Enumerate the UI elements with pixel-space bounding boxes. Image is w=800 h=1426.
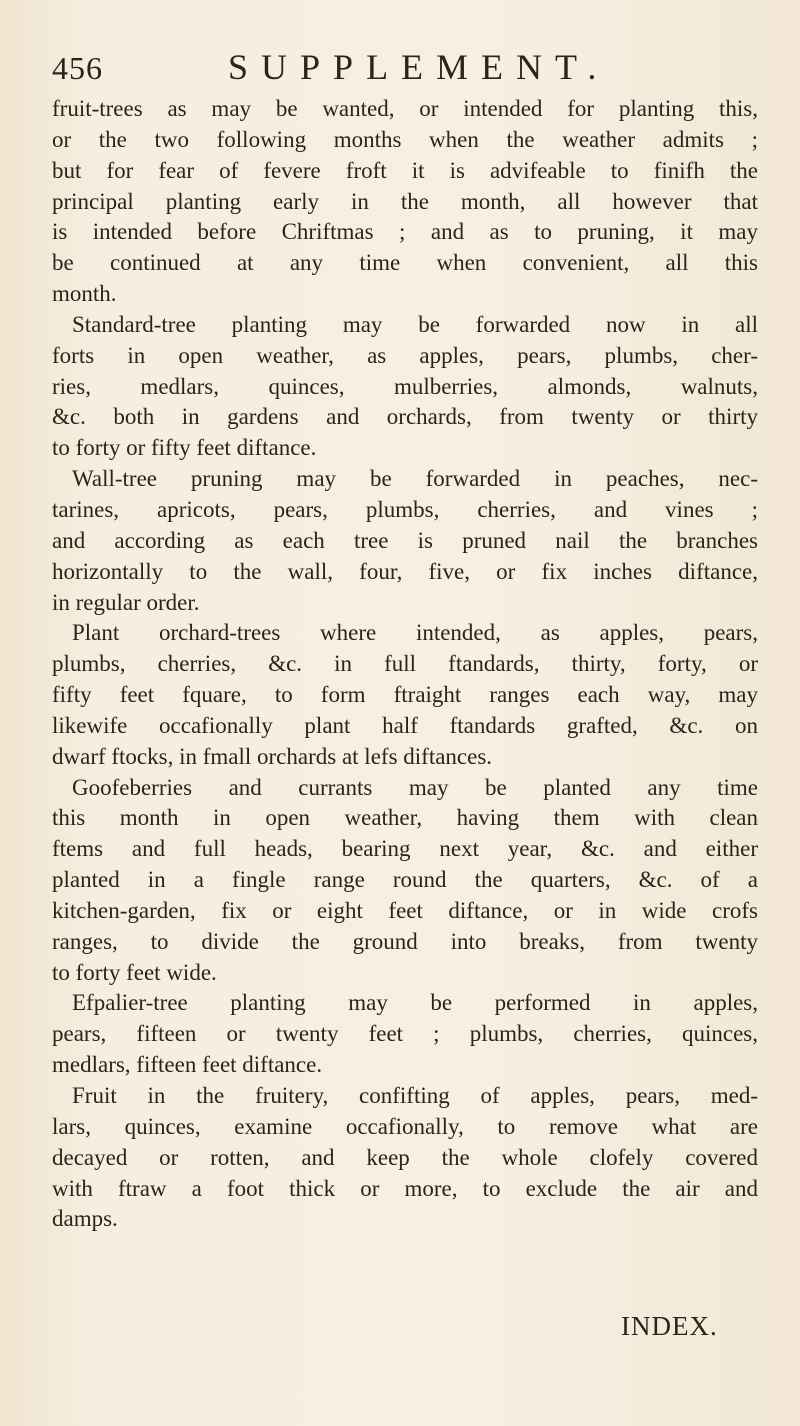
text-line: Standard-tree planting may be forwarded now in all xyxy=(72,311,758,337)
text-line: Plant orchard-trees where intended, as apples, pears, xyxy=(72,620,758,646)
text-line: with ftraw a foot thick or more, to exclude the air and xyxy=(52,1175,758,1201)
running-head: SUPPLEMENT. xyxy=(228,47,610,87)
text-line: damps. xyxy=(52,1206,118,1232)
text-line: horizontally to the wall, four, five, or fix inches diftance, xyxy=(52,558,758,584)
text-line: Wall-tree pruning may be forwarded in peaches, nec- xyxy=(72,466,758,492)
text-line: medlars, fifteen feet diftance. xyxy=(52,1052,323,1078)
text-line: be continued at any time when convenient, all this xyxy=(52,250,758,276)
text-line: but for fear of fevere froft it is advifeable to finifh the xyxy=(52,157,758,183)
text-line: plumbs, cherries, &c. in full ftandards, thirty, forty, or xyxy=(52,651,758,677)
catchword: INDEX. xyxy=(621,1311,718,1341)
text-line: &c. both in gardens and orchards, from twenty or thirty xyxy=(52,404,758,430)
text-line: lars, quinces, examine occafionally, to remove what are xyxy=(52,1113,758,1139)
text-line: likewife occafionally plant half ftandards grafted, &c. on xyxy=(52,712,758,738)
text-line: principal planting early in the month, all however that xyxy=(52,188,758,214)
text-line: or the two following months when the weather admits ; xyxy=(52,126,758,152)
text-line: fruit-trees as may be wanted, or intended for planting this, xyxy=(52,96,758,121)
text-line: Fruit in the fruitery, confifting of apples, pears, med- xyxy=(72,1083,758,1108)
text-line: is intended before Chriftmas ; and as to pruning, it may xyxy=(52,219,758,245)
body-text xyxy=(52,94,758,1235)
text-line: tarines, apricots, pears, plumbs, cherries, and vines ; xyxy=(52,496,758,522)
text-line: dwarf ftocks, in fmall orchards at lefs diftances. xyxy=(52,743,493,769)
text-line: planted in a fingle range round the quarters, &c. of a xyxy=(52,867,758,893)
paragraph xyxy=(52,464,758,618)
paragraph xyxy=(52,773,758,989)
paragraph xyxy=(52,988,758,1081)
text-line: pears, fifteen or twenty feet ; plumbs, cherries, quinces, xyxy=(52,1021,758,1047)
page-header xyxy=(52,44,752,92)
text-line: and according as each tree is pruned nail the branches xyxy=(52,527,758,553)
text-line: kitchen-garden, fix or eight feet diftance, or in wide crofs xyxy=(52,897,758,923)
text-line: to forty or fifty feet diftance. xyxy=(52,435,317,461)
text-line: ftems and full heads, bearing next year, &c. and either xyxy=(52,836,758,862)
text-line: decayed or rotten, and keep the whole clofely covered xyxy=(52,1144,758,1170)
text-line: ranges, to divide the ground into breaks, from twenty xyxy=(52,928,758,954)
text-line: forts in open weather, as apples, pears, plumbs, cher- xyxy=(52,342,758,368)
text-line: fifty feet fquare, to form ftraight ranges each way, may xyxy=(52,682,758,708)
text-line: Efpalier-tree planting may be performed in apples, xyxy=(72,990,758,1016)
text-line: ries, medlars, quinces, mulberries, almonds, walnuts, xyxy=(52,373,758,399)
text-line: this month in open weather, having them with clean xyxy=(52,805,758,831)
paragraph xyxy=(52,94,758,310)
text-line: in regular order. xyxy=(52,589,200,615)
paragraph xyxy=(52,618,758,772)
paragraph xyxy=(52,1081,758,1235)
text-line: to forty feet wide. xyxy=(52,959,217,985)
paragraph xyxy=(52,310,758,464)
page-number: 456 xyxy=(52,50,103,86)
text-line: month. xyxy=(52,281,117,307)
text-line: Goofeberries and currants may be planted any time xyxy=(72,774,758,800)
